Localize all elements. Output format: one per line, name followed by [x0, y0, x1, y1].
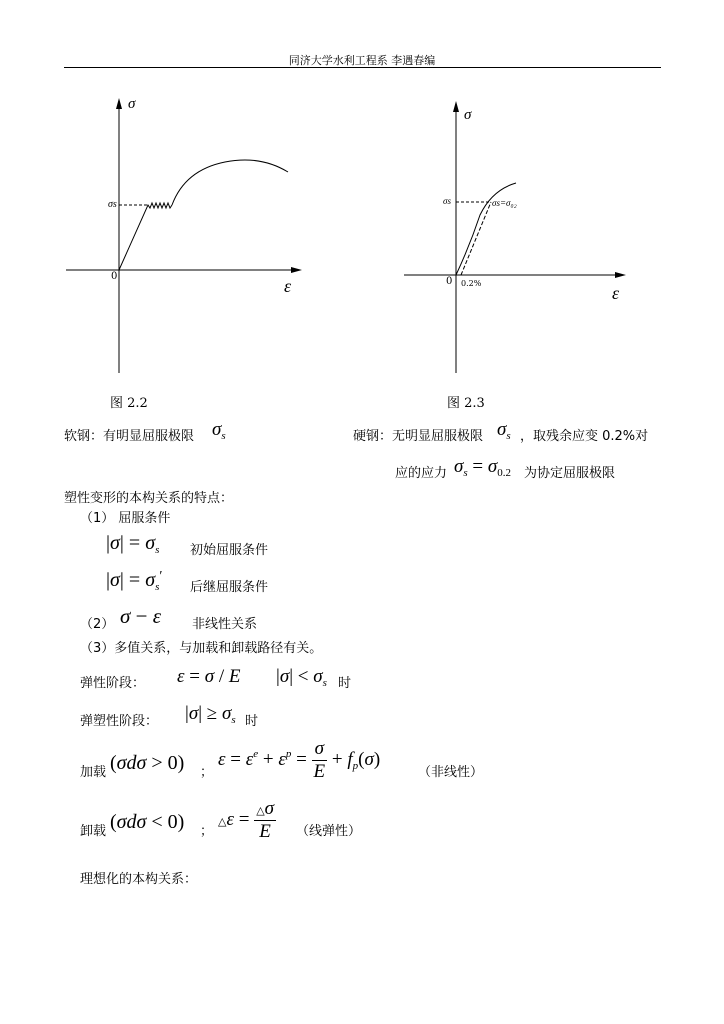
soft-steel-sigma-s: $\sigma_s$ [212, 419, 226, 442]
elastic-stage-label: 弹性阶段： [80, 676, 146, 691]
unloading-linear-elastic: （线弹性） [296, 824, 362, 839]
subsequent-yield-text: 后继屈服条件 [190, 580, 269, 595]
fig23-offset-label: 0.2% [461, 279, 482, 288]
initial-yield-text: 初始屈服条件 [190, 543, 269, 558]
fig22-origin-label: 0 [111, 271, 118, 282]
fig22-sigma-s-label: σs [108, 199, 117, 210]
sigma-axis-arrow [453, 101, 459, 112]
item-2-formula: σ − ε [120, 604, 161, 628]
fig23-origin-label: 0 [446, 276, 453, 287]
loading-semicolon: ； [200, 765, 214, 780]
unloading-condition: (σdσ < 0) [110, 811, 185, 833]
fig23-epsilon-label: ε [612, 283, 620, 303]
idealized-title: 理想化的本构关系： [80, 872, 198, 887]
loading-condition: (σdσ > 0) [110, 752, 185, 774]
elastic-stage-formula: ε = σ / E [177, 666, 241, 687]
hard-steel-tail: ，取残余应变 0.2%对 [520, 429, 649, 444]
elastic-stage-condition: $|\sigma| < \sigma_s$ [276, 666, 327, 689]
loading-formula: $\varepsilon = \varepsilon^e + \varepsilon^p$ = $\frac{\sigma}{E}$ + $f_p(\sigma)$ [218, 738, 381, 782]
hard-steel-text: 硬钢：无明显屈服极限 [353, 429, 484, 444]
stress-strain-curve [119, 203, 172, 270]
loading-label: 加载 [80, 765, 107, 780]
loading-nonlinear: （非线性） [418, 765, 484, 780]
epsilon-axis-arrow [615, 272, 626, 278]
fig22-epsilon-label: ε [284, 276, 292, 296]
soft-steel-text: 软钢：有明显屈服极限 [64, 429, 195, 444]
hard-steel-line2-a: 应的应力 [395, 466, 448, 481]
features-title: 塑性变形的本构关系的特点： [64, 491, 234, 506]
elastoplastic-stage-when: 时 [245, 714, 259, 729]
fig23-sigma-s-eq-label: σs=σ₀₂ [492, 198, 517, 208]
fig23-sigma-label: σ [464, 107, 472, 123]
fig22-caption: 图 2.2 [110, 396, 148, 411]
elastic-stage-when: 时 [338, 676, 352, 691]
elastoplastic-stage-condition: $|\sigma| \ge \sigma_s$ [185, 703, 236, 726]
hard-steel-line2-formula: $\sigma_s = \sigma_{0.2}$ [454, 456, 511, 479]
epsilon-axis-arrow [291, 267, 302, 273]
elastoplastic-stage-label: 弹塑性阶段： [80, 714, 159, 729]
stress-strain-curve [456, 183, 516, 275]
unloading-semicolon: ； [200, 824, 214, 839]
sigma-axis-arrow [116, 98, 122, 109]
fig22-sigma-label: σ [128, 96, 136, 112]
hard-steel-line2-b: 为协定屈服极限 [524, 466, 616, 481]
initial-yield-formula: $|\sigma| = \sigma_s$ [106, 532, 160, 556]
page-header: 同济大学水利工程系 李遇春编 [288, 54, 436, 67]
hardening-curve [172, 160, 288, 205]
hard-steel-sigma-s: $\sigma_s$ [497, 419, 511, 442]
item-2-num: （2） [80, 617, 115, 632]
item-1: （1） 屈服条件 [80, 511, 171, 526]
fig23-sigma-s-label: σs [443, 196, 451, 206]
fig23-caption: 图 2.3 [447, 396, 485, 411]
subsequent-yield-formula: $|\sigma| = \sigma_s'$ [106, 569, 163, 593]
unloading-label: 卸载 [80, 824, 107, 839]
item-3: （3）多值关系，与加载和卸载路径有关。 [80, 641, 323, 656]
figure-2-2 [60, 95, 360, 385]
unloading-formula: △ε = $\frac{\triangle\sigma}{E}$ [218, 798, 275, 842]
header-rule [64, 67, 661, 68]
offset-line [461, 202, 491, 275]
figure-2-3 [400, 95, 700, 385]
item-2-text: 非线性关系 [192, 617, 258, 632]
